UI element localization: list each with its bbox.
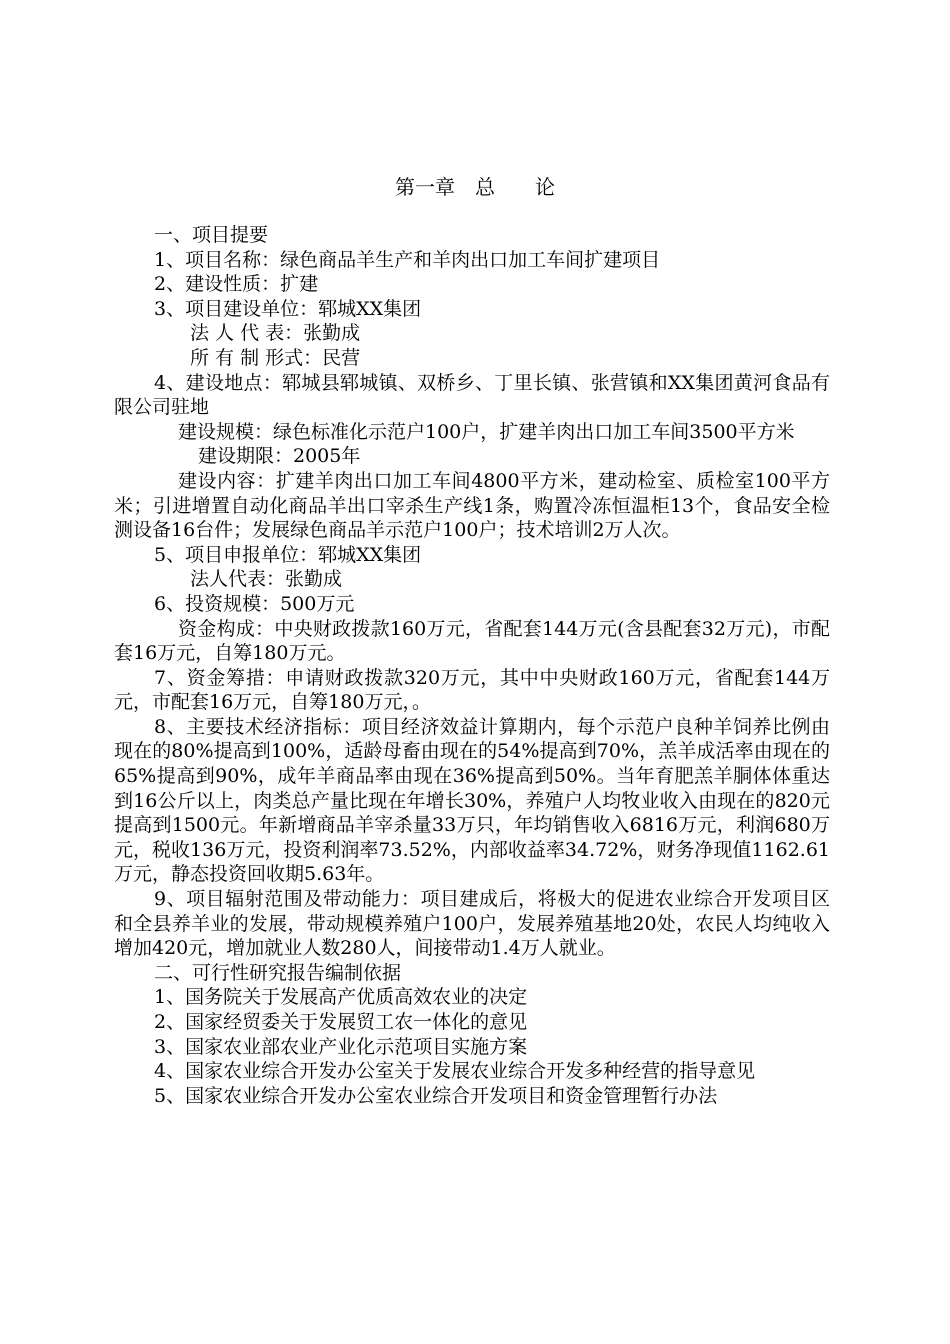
chapter-title: 第一章 总 论 — [395, 175, 555, 199]
paragraph: 1、项目名称：绿色商品羊生产和羊肉出口加工车间扩建项目 — [154, 248, 661, 271]
paragraph: 5、国家农业综合开发办公室农业综合开发项目和资金管理暂行办法 — [154, 1084, 718, 1107]
section-heading: 一、项目提要 — [154, 224, 269, 246]
document-body — [114, 223, 830, 1108]
paragraph: 2、国家经贸委关于发展贸工农一体化的意见 — [154, 1011, 528, 1033]
paragraph: 9、项目辐射范围及带动能力：项目建成后，将极大的促进农业综合开发项目区和全县养羊业的发展，带动规模养殖户100户，发展养殖基地20处，农民人均纯收入增加420元，增加就业人数280人，间接带动1.4万人就业。 — [114, 888, 830, 960]
paragraph: 4、建设地点：郓城县郓城镇、双桥乡、丁里长镇、张营镇和XX集团黄河食品有限公司驻地 — [114, 371, 830, 419]
paragraph: 4、国家农业综合开发办公室关于发展农业综合开发多种经营的指导意见 — [154, 1060, 756, 1083]
paragraph: 建设规模：绿色标准化示范户100户，扩建羊肉出口加工车间3500平方米 — [178, 420, 795, 443]
paragraph: 6、投资规模：500万元 — [154, 592, 355, 615]
paragraph: 法人代表：张勤成 — [190, 568, 343, 591]
paragraph: 法 人 代 表：张勤成 — [190, 322, 361, 345]
paragraph: 建设期限：2005年 — [198, 445, 361, 468]
paragraph: 1、国务院关于发展高产优质高效农业的决定 — [154, 986, 528, 1009]
paragraph: 2、建设性质：扩建 — [154, 273, 319, 296]
section-heading: 二、可行性研究报告编制依据 — [154, 961, 402, 984]
paragraph: 8、主要技术经济指标：项目经济效益计算期内，每个示范户良种羊饲养比例由现在的80%提高到100%，适龄母畜由现在的54%提高到70%，羔羊成活率由现在的65%提高到90%，成年羊商品率由现在36%提高到50%。当年育肥羔羊胴体体重达到16公斤以上，肉类总产量比现在年增长30%，养殖户人均牧业收入由现在的820元提高到1500元。年新增商品羊宰杀量33万只，年均销售收入6816万元，利润680万元，税收136万元，投资利润率73.52%，内部收益率34.72%，财务净现值1162.61万元，静态投资回收期5.63年。 — [114, 715, 830, 886]
paragraph: 7、资金筹措：申请财政拨款320万元，其中中央财政160万元，省配套144万元，市配套16万元，自筹180万元，。 — [114, 666, 830, 714]
paragraph: 所 有 制 形式：民营 — [190, 346, 361, 369]
paragraph: 3、项目建设单位：郓城XX集团 — [154, 297, 422, 320]
paragraph: 3、国家农业部农业产业化示范项目实施方案 — [154, 1035, 528, 1058]
paragraph: 5、项目申报单位：郓城XX集团 — [154, 543, 422, 566]
paragraph: 建设内容：扩建羊肉出口加工车间4800平方米，建动检室、质检室100平方米；引进增置自动化商品羊出口宰杀生产线1条，购置冷冻恒温柜13个，食品安全检测设备16台件；发展绿色商品羊示范户100户；技术培训2万人次。 — [114, 469, 830, 542]
paragraph: 资金构成：中央财政拨款160万元，省配套144万元(含县配套32万元)，市配套16万元，自筹180万元。 — [114, 617, 830, 665]
